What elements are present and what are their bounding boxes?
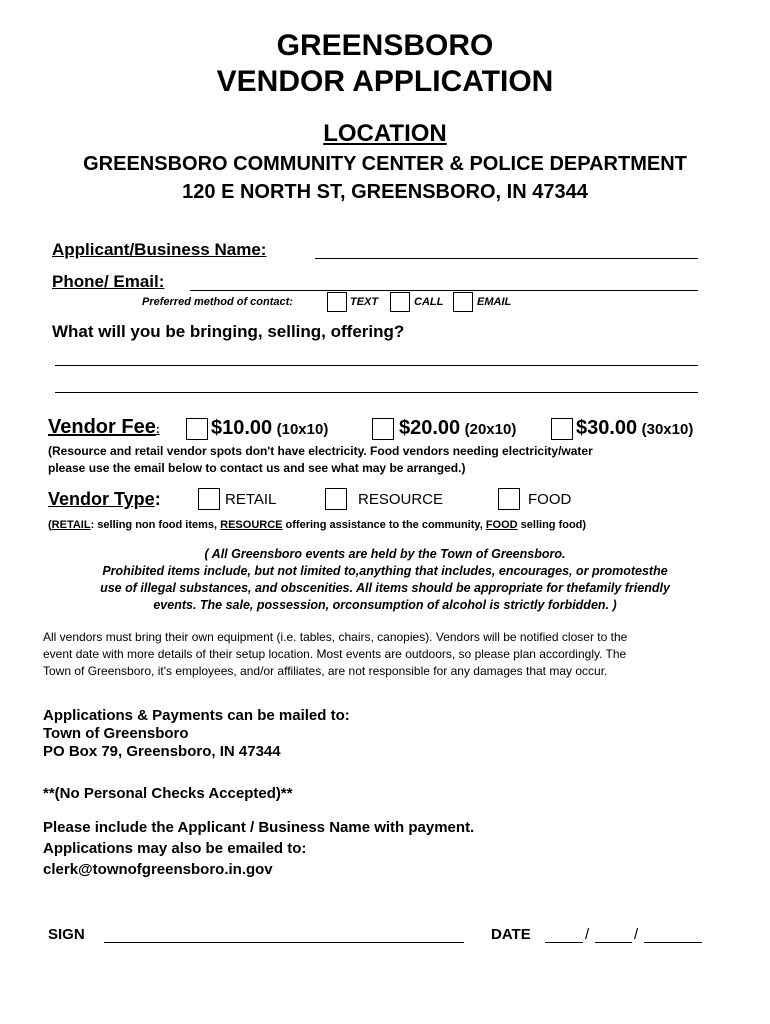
offering-line-1[interactable]: [55, 365, 698, 366]
date-label: DATE: [491, 926, 531, 943]
equipment-line-3: Town of Greensboro, it's employees, and/or affiliates, are not responsible for any damages that may occur.: [43, 664, 608, 678]
disclaimer-line-3: use of illegal substances, and obscenities. All items should be appropriate for thefamily friendly: [100, 581, 670, 595]
vendor-type-heading: [48, 489, 161, 510]
vendor-type-label: Vendor Type: [48, 489, 155, 509]
title-line-2: VENDOR APPLICATION: [216, 65, 554, 98]
fee-10-checkbox[interactable]: [186, 418, 208, 440]
contact-email-checkbox[interactable]: [453, 292, 473, 312]
fee-10-size: (10x10): [276, 421, 329, 438]
fee-option-30: [576, 417, 693, 440]
fee-option-20: [399, 417, 516, 440]
mail-line-2: Town of Greensboro: [43, 725, 189, 742]
offering-question: What will you be bringing, selling, offering?: [52, 322, 405, 341]
fee-note-line-1: (Resource and retail vendor spots don't have electricity. Food vendors needing electricity/water: [48, 444, 593, 458]
vendor-type-colon: :: [154, 489, 161, 509]
email-instruction: Applications may also be emailed to:: [43, 840, 307, 857]
sign-field[interactable]: [104, 942, 464, 943]
include-name-line: Please include the Applicant / Business Name with payment.: [43, 819, 475, 836]
type-retail-checkbox[interactable]: [198, 488, 220, 510]
phone-email-label: Phone/ Email:: [52, 272, 165, 291]
no-personal-checks: **(No Personal Checks Accepted)**: [43, 785, 293, 802]
type-resource-label: RESOURCE: [358, 491, 444, 508]
def-retail-text: : selling non food items,: [90, 519, 221, 531]
location-address: 120 E NORTH ST, GREENSBORO, IN 47344: [182, 181, 588, 203]
contact-text-label: TEXT: [350, 296, 379, 308]
disclaimer-line-4: events. The sale, possession, orconsumption of alcohol is strictly forbidden. ): [153, 598, 617, 612]
contact-call-label: CALL: [414, 296, 444, 308]
equipment-line-1: All vendors must bring their own equipment (i.e. tables, chairs, canopies). Vendors will be notified closer to the: [43, 630, 628, 644]
mail-line-1: Applications & Payments can be mailed to:: [43, 707, 350, 724]
fee-option-10: [211, 417, 328, 440]
disclaimer-line-1: ( All Greensboro events are held by the Town of Greensboro.: [204, 547, 566, 561]
fee-20-size: (20x10): [464, 421, 517, 438]
location-heading: LOCATION: [323, 120, 447, 147]
date-year-field[interactable]: [644, 942, 702, 943]
vendor-fee-heading: [48, 416, 160, 439]
fee-note-line-2: please use the email below to contact us and see what may be arranged.): [48, 461, 466, 475]
type-food-checkbox[interactable]: [498, 488, 520, 510]
applicant-name-field[interactable]: [315, 258, 698, 259]
vendor-fee-label: Vendor Fee: [48, 416, 156, 438]
fee-20-price: $20.00: [399, 417, 461, 439]
date-slash-2: /: [634, 926, 639, 943]
preferred-contact-label: Preferred method of contact:: [142, 296, 293, 308]
fee-30-size: (30x10): [641, 421, 694, 438]
vendor-type-definitions: [48, 519, 586, 531]
title-line-1: GREENSBORO: [276, 29, 494, 62]
def-open: (: [48, 519, 52, 531]
applicant-name-label: Applicant/Business Name:: [52, 240, 267, 259]
type-food-label: FOOD: [528, 491, 572, 508]
fee-30-price: $30.00: [576, 417, 638, 439]
contact-call-checkbox[interactable]: [390, 292, 410, 312]
location-heading-wrap: [0, 120, 770, 148]
clerk-email[interactable]: clerk@townofgreensboro.in.gov: [43, 861, 273, 878]
vendor-fee-colon: :: [155, 422, 160, 436]
contact-email-label: EMAIL: [477, 296, 512, 308]
date-day-field[interactable]: [595, 942, 632, 943]
disclaimer-line-2: Prohibited items include, but not limited to,anything that includes, encourages, or promotesthe: [102, 564, 668, 578]
date-slash-1: /: [585, 926, 590, 943]
phone-email-field[interactable]: [190, 290, 698, 291]
fee-30-checkbox[interactable]: [551, 418, 573, 440]
def-retail: RETAIL: [51, 519, 91, 531]
equipment-line-2: event date with more details of their setup location. Most events are outdoors, so please plan accordingly. The: [43, 647, 627, 661]
def-resource-text: offering assistance to the community,: [282, 519, 486, 531]
type-retail-label: RETAIL: [225, 491, 277, 508]
def-food-text: selling food): [517, 519, 587, 531]
fee-20-checkbox[interactable]: [372, 418, 394, 440]
offering-line-2[interactable]: [55, 392, 698, 393]
location-name: GREENSBORO COMMUNITY CENTER & POLICE DEPARTMENT: [83, 153, 687, 175]
def-resource: RESOURCE: [220, 519, 283, 531]
fee-10-price: $10.00: [211, 417, 273, 439]
sign-label: SIGN: [48, 926, 85, 943]
type-resource-checkbox[interactable]: [325, 488, 347, 510]
mail-line-3: PO Box 79, Greensboro, IN 47344: [43, 743, 281, 760]
def-food: FOOD: [485, 519, 518, 531]
date-month-field[interactable]: [545, 942, 583, 943]
contact-text-checkbox[interactable]: [327, 292, 347, 312]
